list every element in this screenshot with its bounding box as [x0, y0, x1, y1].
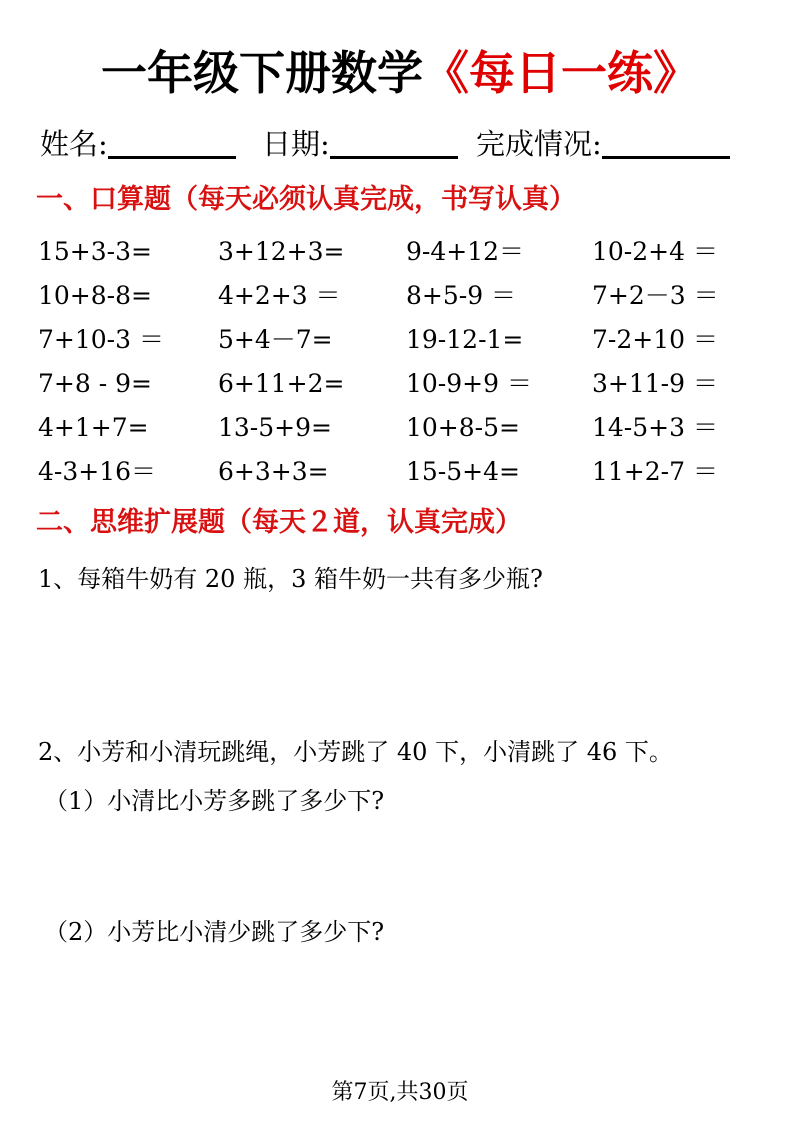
arithmetic-problem: 9-4+12＝	[406, 237, 525, 266]
arithmetic-problem: 4-3+16＝	[38, 457, 157, 486]
grid-row	[38, 406, 778, 450]
arithmetic-problem: 6+11+2=	[218, 369, 345, 398]
title-main: 一年级下册数学	[101, 46, 423, 100]
student-info-row	[40, 122, 760, 166]
name-label: 姓名:	[40, 127, 108, 161]
word-problem-2: 2、小芳和小清玩跳绳，小芳跳了 40 下，小清跳了 46 下。	[38, 738, 673, 766]
name-field-group	[40, 122, 236, 166]
arithmetic-problem: 10+8-8=	[38, 281, 152, 310]
word-problem-2-part-1: （1）小清比小芳多跳了多少下?	[44, 787, 385, 815]
arithmetic-problem: 8+5-9 ＝	[406, 281, 517, 310]
arithmetic-problem: 15+3-3=	[38, 237, 152, 266]
word-problem-1: 1、每箱牛奶有 20 瓶，3 箱牛奶一共有多少瓶?	[38, 565, 543, 593]
grid-row	[38, 362, 778, 406]
arithmetic-problem: 13-5+9=	[218, 413, 332, 442]
arithmetic-problem: 7+2－3 ＝	[592, 281, 719, 310]
arithmetic-problem: 15-5+4=	[406, 457, 520, 486]
status-blank[interactable]	[602, 122, 730, 159]
section2-heading: 二、思维扩展题（每天２道，认真完成）	[36, 507, 522, 538]
title-accent: 《每日一练》	[423, 46, 699, 100]
date-label: 日期:	[262, 127, 330, 161]
arithmetic-problem: 3+12+3=	[218, 237, 345, 266]
grid-row	[38, 318, 778, 362]
arithmetic-problem: 19-12-1=	[406, 325, 524, 354]
section1-heading: 一、口算题（每天必须认真完成，书写认真）	[36, 184, 576, 215]
arithmetic-problem: 11+2-7 ＝	[592, 457, 718, 486]
arithmetic-problem: 7-2+10 ＝	[592, 325, 718, 354]
arithmetic-problem: 10+8-5=	[406, 413, 520, 442]
arithmetic-problem: 4+1+7=	[38, 413, 149, 442]
grid-row	[38, 450, 778, 494]
arithmetic-problem: 14-5+3 ＝	[592, 413, 718, 442]
page-title	[0, 42, 800, 104]
status-label: 完成情况:	[476, 127, 602, 161]
arithmetic-grid	[38, 230, 778, 494]
arithmetic-problem: 5+4－7=	[218, 325, 333, 354]
word-problem-2-part-2: （2）小芳比小清少跳了多少下?	[44, 918, 385, 946]
page-number: 第7页,共30页	[331, 1080, 469, 1105]
status-field-group	[476, 122, 730, 166]
arithmetic-problem: 10-9+9 ＝	[406, 369, 532, 398]
arithmetic-problem: 7+8 - 9=	[38, 369, 152, 398]
arithmetic-problem: 10-2+4 ＝	[592, 237, 718, 266]
date-blank[interactable]	[330, 122, 458, 159]
arithmetic-problem: 7+10-3 ＝	[38, 325, 164, 354]
date-field-group	[262, 122, 458, 166]
grid-row	[38, 230, 778, 274]
arithmetic-problem: 3+11-9 ＝	[592, 369, 718, 398]
arithmetic-problem: 6+3+3=	[218, 457, 329, 486]
grid-row	[38, 274, 778, 318]
arithmetic-problem: 4+2+3 ＝	[218, 281, 341, 310]
name-blank[interactable]	[108, 122, 236, 159]
